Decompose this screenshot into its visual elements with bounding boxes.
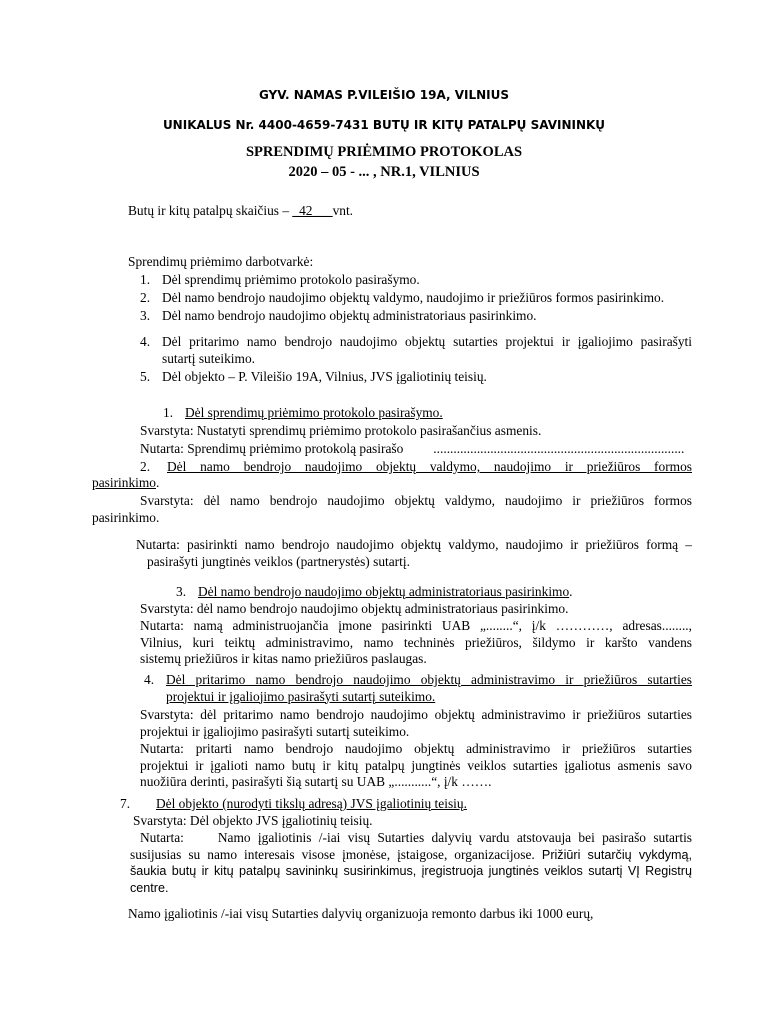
page-title: SPRENDIMŲ PRIĖMIMO PROTOKOLAS (245, 144, 523, 160)
section-4-heading: Dėl pritarimo namo bendrojo naudojimo objektų administravimo ir priežiūros sutarties projektui ir įgaliojimo pasirašyti sutartį suteikimo. (166, 672, 692, 704)
unit-count-value: _42___ (292, 203, 333, 218)
header-address: GYV. NAMAS P.VILEIŠIO 19A, VILNIUS (258, 88, 510, 102)
section-7-svarstyta: Svarstyta: Dėl objekto JVS įgaliotinių teisių. (133, 813, 373, 828)
section-1-nutarta: Nutarta: Sprendimų priėmimo protokolą pasirašo ........................................................................... (140, 441, 685, 456)
section-2-num: 2. (140, 459, 151, 474)
unit-count-line (128, 203, 353, 219)
section-4-svarstyta: Svarstyta: dėl pritarimo namo bendrojo naudojimo objektų administravimo ir priežiūros sutarties projektui ir įgaliojimo pasirašyti sutartį suteikimo. (140, 707, 692, 739)
section-2-heading-cont: pasirinkimo. (92, 475, 160, 490)
section-4-num: 4. (144, 672, 155, 687)
section-2-heading: Dėl namo bendrojo naudojimo objektų valdymo, naudojimo ir priežiūros formos (167, 459, 692, 474)
signature-dots: ........................................................................... (433, 441, 685, 456)
agenda-item: 1. Dėl sprendimų priėmimo protokolo pasirašymo. (140, 272, 420, 287)
unit-count-unit: vnt. (332, 203, 354, 218)
section-2-nutarta: Nutarta: pasirinkti namo bendrojo naudojimo objektų valdymo, naudojimo ir priežiūros formą – pasirašyti jungtinės veiklos (partnerystės) sutartį. (136, 537, 692, 569)
agenda-item: 5. Dėl objekto – P. Vileišio 19A, Vilnius, JVS įgaliotinių teisių. (140, 369, 487, 384)
section-7-nutarta: Nutarta: Namo įgaliotinis /-iai visų Sutarties dalyvių vardu atstovauja bei pasirašo sutartis susijusias su namo interesais visose įmonėse, įstaigose, organizacijose. Prižiūri sutarčių vykdymą, šaukia butų ir kitų patalpų savininkų susirinkimus, įregistruoja jungtinės veiklos sutartį VĮ Registrų centre. (130, 830, 693, 895)
header-unique-number: UNIKALUS Nr. 4400-4659-7431 BUTŲ IR KITŲ PATALPŲ SAVININKŲ (162, 118, 606, 132)
section-1-heading: 1. Dėl sprendimų priėmimo protokolo pasirašymo. (163, 405, 443, 420)
section-2-svarstyta: Svarstyta: dėl namo bendrojo naudojimo objektų valdymo, naudojimo ir priežiūros formos pasirinkimo. (92, 493, 692, 525)
agenda-title: Sprendimų priėmimo darbotvarkė: (128, 254, 314, 269)
agenda-item: 2. Dėl namo bendrojo naudojimo objektų valdymo, naudojimo ir priežiūros formos pasirinkimo. (140, 290, 665, 305)
page-subtitle: 2020 – 05 - ... , NR.1, VILNIUS (288, 164, 480, 180)
section-1-svarstyta: Svarstyta: Nustatyti sprendimų priėmimo protokolo pasirašančius asmenis. (140, 423, 542, 438)
agenda-item: 4. (140, 334, 151, 349)
agenda-item: 3. Dėl namo bendrojo naudojimo objektų administratoriaus pasirinkimo. (140, 308, 537, 323)
section-7-final: Namo įgaliotinis /-iai visų Sutarties dalyvių organizuoja remonto darbus iki 1000 eurų, (128, 906, 594, 921)
section-3-heading: 3. Dėl namo bendrojo naudojimo objektų administratoriaus pasirinkimo. (176, 584, 573, 599)
agenda-item-text: Dėl pritarimo namo bendrojo naudojimo objektų sutarties projektui ir įgaliojimo pasirašyti sutartį suteikimo. (162, 334, 692, 366)
section-3-svarstyta: Svarstyta: dėl namo bendrojo naudojimo objektų administratoriaus pasirinkimo. (140, 601, 569, 616)
section-7-heading: 7. Dėl objekto (nurodyti tikslų adresą) JVS įgaliotinių teisių. (120, 796, 467, 811)
section-3-nutarta: Nutarta: namą administruojančia įmone pasirinkti UAB „........“, į/k …………, adresas........, Vilnius, kuri teiktų administravimo, namo techninės priežiūros, šildymo ir karšto vandens sistemų priežiūros ir kitas namo priežiūros paslaugas. (140, 618, 692, 666)
unit-count-label: Butų ir kitų patalpų skaičius – (128, 203, 293, 218)
section-4-nutarta: Nutarta: pritarti namo bendrojo naudojimo objektų administravimo ir priežiūros sutarties projektui ir įgalioti namo butų ir kitų patalpų jungtinės veiklos sutarties įgaliotus asmenis savo nuožiūra derinti, pasirašyti šią sutartį su UAB „...........“, į/k ……. (140, 741, 692, 789)
